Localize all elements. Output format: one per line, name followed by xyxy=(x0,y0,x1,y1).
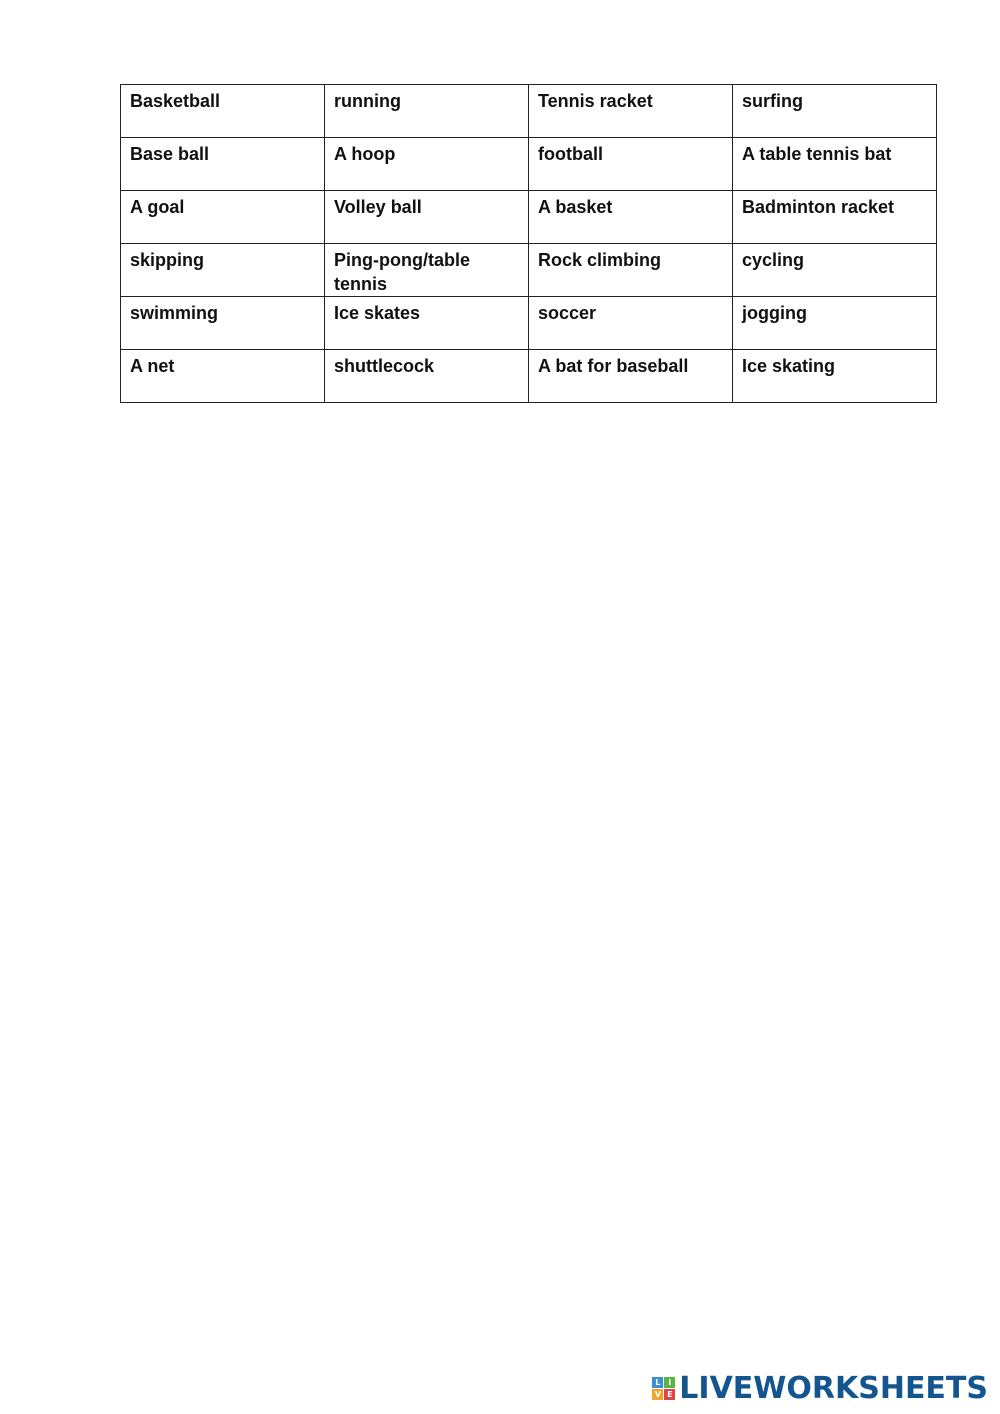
logo-mark-letter: I xyxy=(664,1377,675,1388)
table-cell: skipping xyxy=(121,244,325,297)
table-cell: Tennis racket xyxy=(529,85,733,138)
table-cell: Basketball xyxy=(121,85,325,138)
liveworksheets-logo xyxy=(652,1371,988,1406)
table-row xyxy=(121,85,937,138)
table-cell: A hoop xyxy=(325,138,529,191)
table-cell: jogging xyxy=(733,297,937,350)
table-cell: A bat for baseball xyxy=(529,350,733,403)
table-cell: surfing xyxy=(733,85,937,138)
table-cell: shuttlecock xyxy=(325,350,529,403)
table-cell: Ice skates xyxy=(325,297,529,350)
sports-vocabulary-table xyxy=(120,84,937,403)
liveworksheets-logo-icon xyxy=(652,1377,675,1400)
logo-mark-letter: L xyxy=(652,1377,663,1388)
table-cell: Ice skating xyxy=(733,350,937,403)
table-cell: football xyxy=(529,138,733,191)
table-cell: Rock climbing xyxy=(529,244,733,297)
table-cell: swimming xyxy=(121,297,325,350)
table-cell: Volley ball xyxy=(325,191,529,244)
table-cell: cycling xyxy=(733,244,937,297)
table-cell: A basket xyxy=(529,191,733,244)
table-cell: A net xyxy=(121,350,325,403)
table-cell: A goal xyxy=(121,191,325,244)
table-cell: Badminton racket xyxy=(733,191,937,244)
table-cell: running xyxy=(325,85,529,138)
table-cell: Base ball xyxy=(121,138,325,191)
table-row xyxy=(121,138,937,191)
table-cell: Ping-pong/table tennis xyxy=(325,244,529,297)
table-row xyxy=(121,191,937,244)
table-row xyxy=(121,244,937,297)
logo-mark-letter: V xyxy=(652,1389,663,1400)
table-row xyxy=(121,297,937,350)
table-cell: soccer xyxy=(529,297,733,350)
table-cell: A table tennis bat xyxy=(733,138,937,191)
table-row xyxy=(121,350,937,403)
logo-wordmark: LIVEWORKSHEETS xyxy=(679,1371,988,1406)
logo-mark-letter: E xyxy=(664,1389,675,1400)
